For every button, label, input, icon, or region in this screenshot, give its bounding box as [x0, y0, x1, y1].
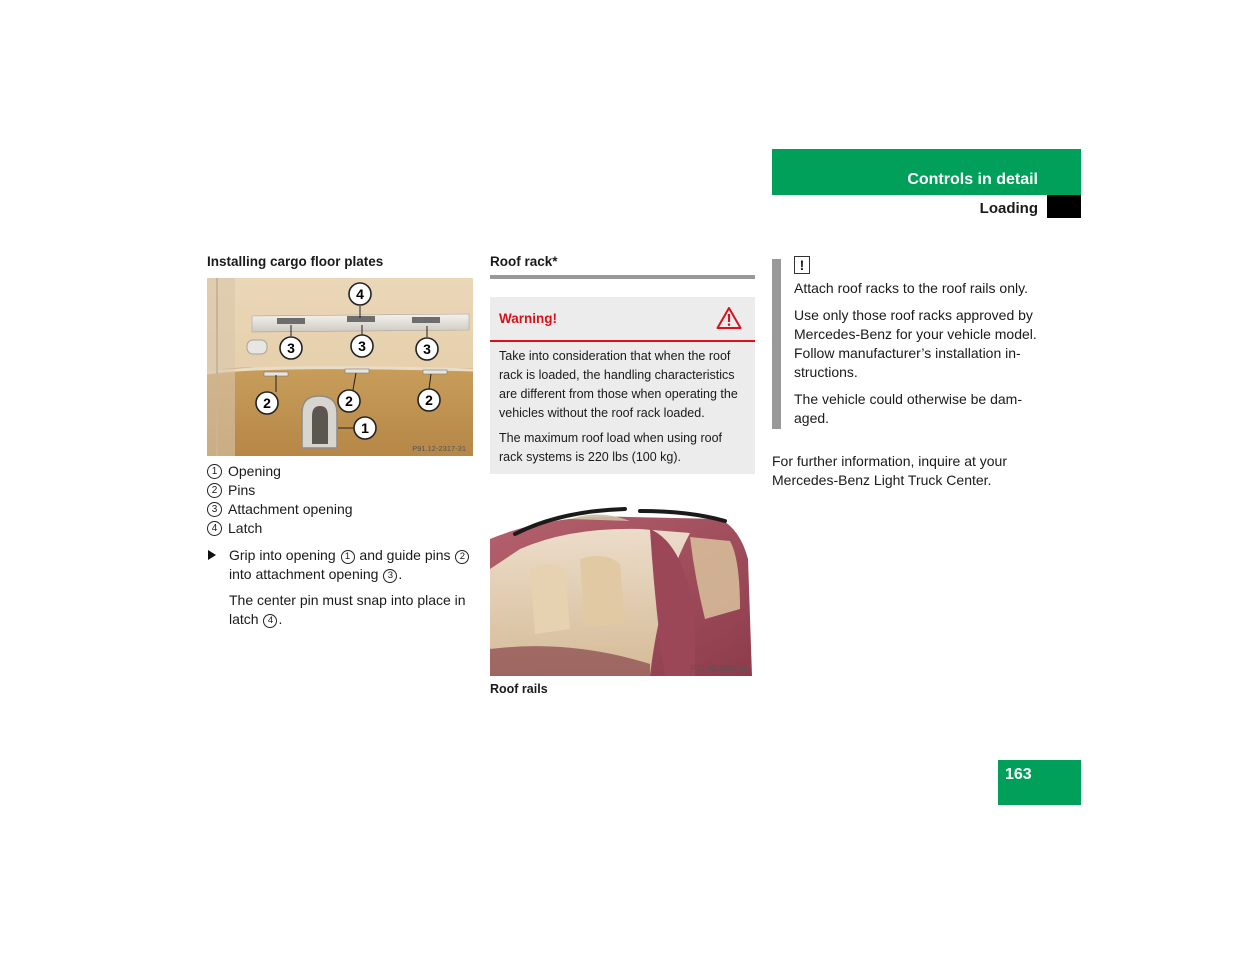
- warning-body: [490, 342, 755, 474]
- svg-text:2: 2: [345, 393, 353, 409]
- further-info-text: For further information, inquire at your Mercedes-Benz Light Truck Center.: [772, 453, 1007, 488]
- section-title: Controls in detail: [907, 171, 1038, 188]
- subsection-title: Loading: [979, 200, 1038, 217]
- cargo-floor-section: [207, 254, 473, 629]
- notice-bar: [772, 259, 781, 429]
- notice-box: [772, 256, 1044, 428]
- callout-2: [256, 392, 278, 414]
- figure-legend: [207, 462, 473, 538]
- callout-3: [351, 335, 373, 357]
- cargo-floor-figure: [207, 278, 473, 456]
- warning-text: Take into consideration that when the roof rack is loaded, the handling characteristics are different from those when operating the vehicles without the roof rack loaded.: [499, 349, 738, 420]
- cargo-floor-heading: Installing cargo floor plates: [207, 254, 384, 269]
- svg-text:3: 3: [423, 341, 431, 357]
- note-text: The center pin must snap into place in latch: [229, 592, 466, 627]
- ref-number: 1: [341, 550, 355, 564]
- callout-3: [280, 337, 302, 359]
- legend-item: [207, 462, 473, 481]
- legend-label: Latch: [228, 520, 263, 536]
- svg-text:2: 2: [263, 395, 271, 411]
- legend-label: Pins: [228, 482, 256, 498]
- legend-item: [207, 481, 473, 500]
- warning-box: [490, 297, 755, 474]
- legend-number: 4: [207, 521, 222, 536]
- legend-label: Attachment opening: [228, 501, 353, 517]
- callout-1: [354, 417, 376, 439]
- note-text: .: [278, 611, 283, 627]
- ref-number: 4: [263, 614, 277, 628]
- heading-rule: [490, 275, 755, 279]
- figure-caption: Roof rails: [490, 682, 548, 696]
- page-number: 163: [1005, 766, 1032, 783]
- section-header-bar: [772, 149, 1081, 195]
- step-text: Grip into opening: [229, 547, 340, 563]
- warning-header: [490, 297, 755, 342]
- callout-2: [418, 389, 440, 411]
- legend-item: [207, 519, 473, 538]
- svg-text:3: 3: [358, 338, 366, 354]
- warning-text: The maximum roof load when using roof rack systems is 220 lbs (100 kg).: [499, 431, 723, 464]
- ref-number: 3: [383, 569, 397, 583]
- svg-text:3: 3: [287, 340, 295, 356]
- notice-text: Use only those roof racks approved by Mercedes-Benz for your vehicle model. Follow manufacturer’s installation in-structions.: [794, 307, 1037, 380]
- roof-rack-section: [490, 254, 755, 696]
- instruction-step: [207, 546, 473, 584]
- ref-number: 2: [455, 550, 469, 564]
- subsection-marker: [1047, 195, 1081, 218]
- notice-text: Attach roof racks to the roof rails only.: [794, 280, 1028, 296]
- warning-triangle-icon: [716, 306, 742, 330]
- legend-number: 1: [207, 464, 222, 479]
- svg-text:4: 4: [356, 286, 364, 302]
- figure-code: P91.12-2317-31: [412, 444, 466, 453]
- callout-4: [349, 283, 371, 305]
- notice-section: [772, 254, 1044, 490]
- roof-rails-figure: [490, 499, 755, 676]
- callout-3: [416, 338, 438, 360]
- figure-code: P77.40-2040-31: [690, 664, 748, 673]
- legend-number: 2: [207, 483, 222, 498]
- svg-text:1: 1: [361, 420, 369, 436]
- svg-text:2: 2: [425, 392, 433, 408]
- exclamation-icon: !: [794, 256, 810, 274]
- legend-item: [207, 500, 473, 519]
- roof-rails-illustration: [490, 499, 755, 676]
- bullet-triangle-icon: [208, 550, 216, 560]
- callout-2: [338, 390, 360, 412]
- legend-number: 3: [207, 502, 222, 517]
- warning-label: Warning!: [499, 311, 557, 326]
- cargo-floor-illustration: [207, 278, 473, 456]
- step-text: into attachment opening: [229, 566, 383, 582]
- step-text: and guide pins: [355, 547, 455, 563]
- notice-text: The vehicle could otherwise be dam-aged.: [794, 391, 1023, 426]
- legend-label: Opening: [228, 463, 281, 479]
- step-text: .: [398, 566, 403, 582]
- instruction-note: [207, 591, 473, 629]
- roof-rack-heading: Roof rack*: [490, 254, 558, 269]
